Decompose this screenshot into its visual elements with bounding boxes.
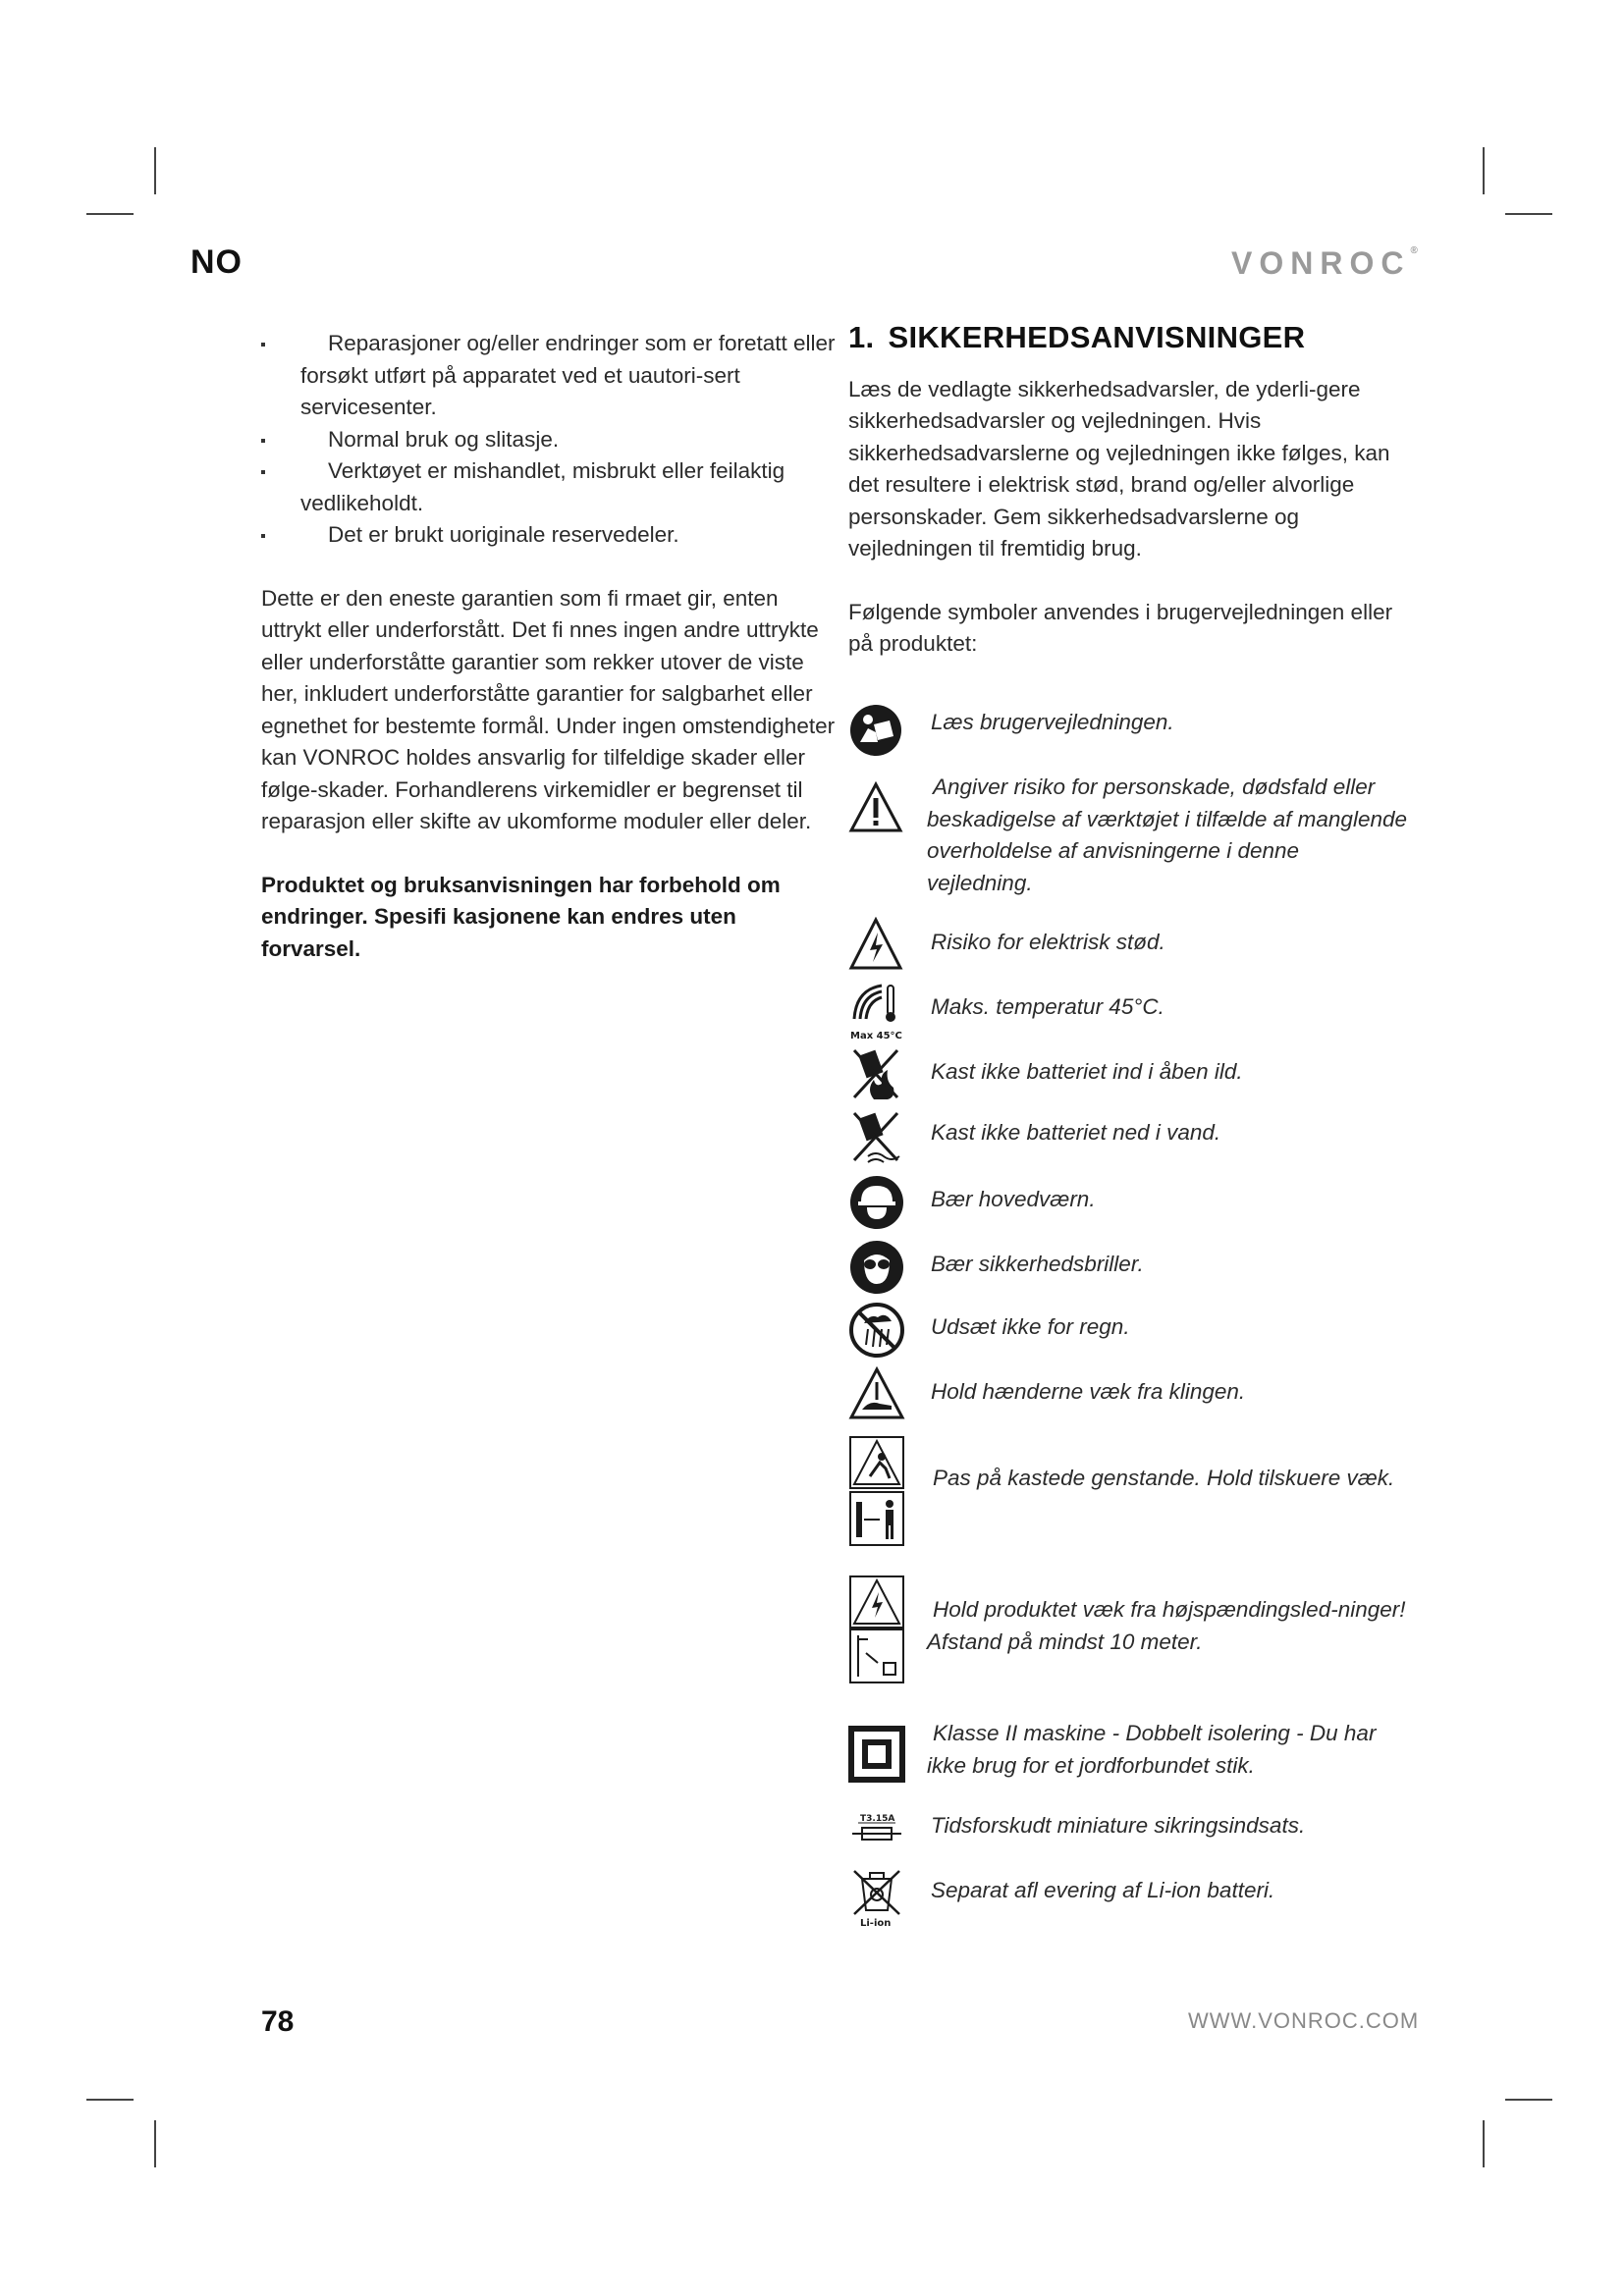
list-item: Reparasjoner og/eller endringer som er foretatt eller forsøkt utført på apparatet ved et uautori-sert servicesenter. xyxy=(261,328,837,424)
crop-mark xyxy=(1483,2120,1485,2167)
change-notice: Produktet og bruksanvisningen har forbehold om endringer. Spesifi kasjonene kan endres uten forvarsel. xyxy=(261,872,781,961)
footer-url: WWW.VONROC.COM xyxy=(1188,2008,1420,2033)
warranty-paragraph: Dette er den eneste garantien som fi rmaet gir, enten uttrykt eller underforstått. Det fi nnes ingen andre uttrykte eller underforståtte garantier som rekker utover de viste her, inkludert underforståtte garantier for salgbarhet eller egnethet for bestemte formål. Under ingen omstendigheter kan VONROC holdes ansvarlig for tilfeldige skader eller følge-skader. Forhandlerens virkemidler er begrenset til reparasjon eller skifte av ukomforme moduler eller deler. xyxy=(261,585,836,833)
power-lines-icon xyxy=(848,1575,905,1684)
read-manual-icon xyxy=(848,703,903,758)
crop-mark xyxy=(86,2099,134,2101)
section-title: SIKKERHEDSANVISNINGER xyxy=(888,320,1306,354)
symbol-text: Angiver risiko for personskade, dødsfald eller beskadigelse af værktøjet i tilfælde af manglende overholdelse af anvisningerne i denne vejledning. xyxy=(927,774,1408,895)
left-column xyxy=(261,328,837,988)
symbol-text: Kast ikke batteriet ned i vand. xyxy=(931,1120,1221,1145)
symbols-intro: Følgende symboler anvendes i brugervejledningen eller på produktet: xyxy=(848,599,1393,656)
symbol-text: Klasse II maskine - Dobbelt isolering - Du har ikke brug for et jordforbundet stik. xyxy=(927,1721,1377,1778)
crop-mark xyxy=(154,2120,156,2167)
symbol-text: Hold hænderne væk fra klingen. xyxy=(931,1379,1246,1404)
crop-mark xyxy=(1505,213,1552,215)
recycle-battery-icon xyxy=(848,1867,905,1928)
no-rain-icon xyxy=(848,1302,905,1359)
symbol-text: Risiko for elektrisk stød. xyxy=(931,930,1165,954)
fuse-icon xyxy=(848,1810,905,1845)
crop-mark xyxy=(86,213,134,215)
symbol-text: Maks. temperatur 45°C. xyxy=(931,994,1164,1019)
symbol-text: Udsæt ikke for regn. xyxy=(931,1314,1130,1339)
symbol-text: Kast ikke batteriet ind i åben ild. xyxy=(931,1059,1243,1084)
crop-mark xyxy=(1505,2099,1552,2101)
list-item: Normal bruk og slitasje. xyxy=(261,424,837,456)
list-item: Verktøyet er mishandlet, misbrukt eller feilaktig vedlikeholdt. xyxy=(261,455,837,519)
brand-logo: VONROC® xyxy=(1231,245,1418,281)
symbol-text: Bær hovedværn. xyxy=(931,1187,1096,1211)
symbol-text: Bær sikkerhedsbriller. xyxy=(931,1252,1144,1276)
symbol-text: Hold produktet væk fra højspændingsled-ninger! Afstand på mindst 10 meter. xyxy=(927,1597,1406,1654)
section-heading xyxy=(848,322,1418,354)
electric-shock-icon xyxy=(848,917,903,972)
crop-mark xyxy=(154,147,156,194)
safety-intro: Læs de vedlagte sikkerhedsadvarsler, de yderli-gere sikkerhedsadvarsler og vejledningen. Hvis sikkerhedsadvarslerne og vejledningen ikke følges, kan det resultere i elektrisk stød, brand og/eller alvorlige personskader. Gem sikkerhedsadvarslerne og vejledningen til fremtidig brug. xyxy=(848,376,1390,561)
goggles-icon xyxy=(848,1239,905,1296)
crop-mark xyxy=(1483,147,1485,194)
section-number: 1. xyxy=(848,320,875,354)
symbol-text: Separat afl evering af Li-ion batteri. xyxy=(931,1878,1275,1902)
warning-icon xyxy=(848,781,903,834)
hands-away-icon xyxy=(848,1366,905,1421)
helmet-icon xyxy=(848,1174,905,1231)
max-temperature-icon xyxy=(848,980,903,1041)
icon-label: Max 45°C xyxy=(850,1031,902,1041)
no-fire-icon xyxy=(848,1044,903,1103)
symbol-text: Pas på kastede genstande. Hold tilskuere væk. xyxy=(933,1466,1395,1490)
language-code: NO xyxy=(190,243,243,281)
list-item: Det er brukt uoriginale reservedeler. xyxy=(261,519,837,552)
right-column xyxy=(848,322,1418,692)
no-water-icon xyxy=(848,1107,903,1166)
page-number: 78 xyxy=(261,2005,295,2038)
class-ii-icon xyxy=(848,1726,905,1783)
symbol-text: Læs brugervejledningen. xyxy=(931,710,1174,734)
brand-logo-text: VONROC xyxy=(1231,245,1411,281)
warranty-exclusions-list xyxy=(261,328,837,552)
icon-label: T3.15A xyxy=(860,1814,895,1824)
icon-label: Li-ion xyxy=(860,1918,892,1928)
thrown-objects-icon xyxy=(848,1435,905,1549)
symbol-text: Tidsforskudt miniature sikringsindsats. xyxy=(931,1813,1306,1838)
